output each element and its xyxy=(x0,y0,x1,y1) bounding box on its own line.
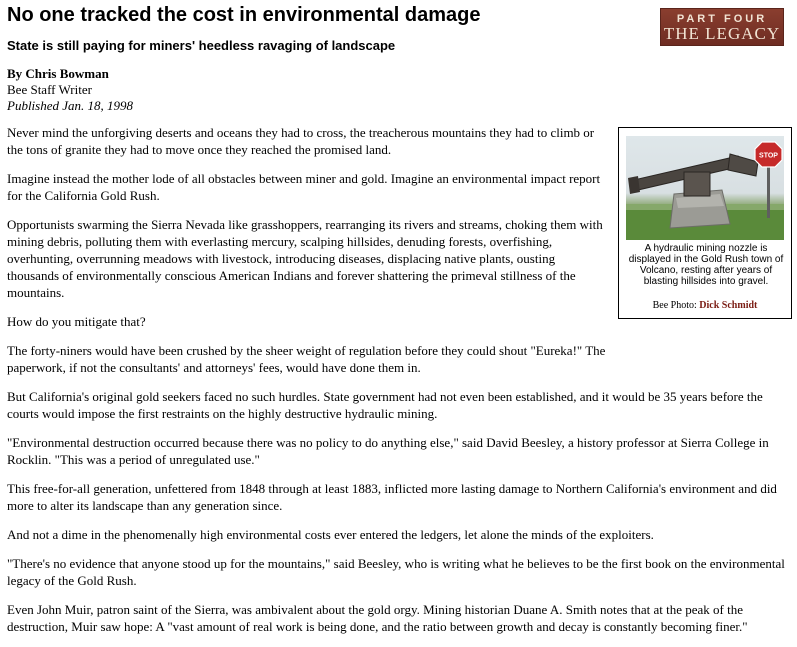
banner-series-title: THE LEGACY xyxy=(663,24,781,43)
banner-part-label: PART FOUR xyxy=(676,13,768,25)
article-paragraph: But California's original gold seekers faced no such hurdles. State government had not even been established, and it would be 35 years before the courts would impose the first restraints on the highly destructive hydraulic mining. xyxy=(7,389,763,421)
article-paragraph: Imagine instead the mother lode of all obstacles between miner and gold. Imagine an environmental impact report for the California Gold Rush. xyxy=(7,171,601,203)
article-paragraph: How do you mitigate that? xyxy=(7,314,146,329)
part-four-banner[interactable] xyxy=(660,8,784,46)
photo-credit xyxy=(619,300,791,312)
nozzle-mount xyxy=(684,172,710,196)
photo-credit-name[interactable]: Dick Schmidt xyxy=(699,300,758,311)
photo-illustration xyxy=(626,136,784,240)
photo-caption: A hydraulic mining nozzle is displayed in the Gold Rush town of Volcano, resting after years of blasting hillsides into gravel. xyxy=(628,243,784,287)
article-paragraph: And not a dime in the phenomenally high environmental costs ever entered the ledgers, let alone the minds of the exploiters. xyxy=(7,527,654,542)
nozzle-tip xyxy=(628,176,640,194)
article-paragraph: The forty-niners would have been crushed by the sheer weight of regulation before they could shout "Eureka!" The paperwork, if not the consultants' and attorneys' fees, would have done them in. xyxy=(7,343,606,375)
article-paragraph: Opportunists swarming the Sierra Nevada like grasshoppers, rearranging its rivers and streams, choking them with mining debris, polluting them with everlasting mercury, scalping hillsides, denuding forests, overfishing, overhunting, overrunning meadows with livestock, introducing diseases, displacing native plants, ousting thousands of environmentally conscious American Indians and forever shattering the primeval stillness of the mountains. xyxy=(7,217,603,300)
byline xyxy=(7,66,133,114)
byline-author: By Chris Bowman xyxy=(7,66,109,81)
stop-sign-text: STOP xyxy=(759,152,778,160)
article-paragraph: Never mind the unforgiving deserts and oceans they had to cross, the treacherous mountains they had to climb or the tons of granite they had to move once they reached the promised land. xyxy=(7,125,595,157)
byline-published-date: Published Jan. 18, 1998 xyxy=(7,98,134,113)
article-subhead: State is still paying for miners' heedless ravaging of landscape xyxy=(7,38,396,53)
byline-role: Bee Staff Writer xyxy=(7,82,92,97)
photo-credit-prefix: Bee Photo: xyxy=(652,300,700,311)
article-paragraph: "There's no evidence that anyone stood up for the mountains," said Beesley, who is writing what he believes to be the first book on the environmental legacy of the Gold Rush. xyxy=(7,556,785,588)
photo-box xyxy=(618,127,792,319)
hydraulic-nozzle-photo[interactable] xyxy=(626,136,784,240)
article-paragraph: This free-for-all generation, unfettered from 1848 through at least 1883, inflicted more lasting damage to Northern California's environment and did more to alter its landscape than any generation since. xyxy=(7,481,777,513)
nozzle-rear xyxy=(728,154,758,176)
article-paragraph: Even John Muir, patron saint of the Sierra, was ambivalent about the gold orgy. Mining historian Duane A. Smith notes that at the peak of the destruction, Muir saw hope: A "vast amount of real work is being done, and the ratio between growth and decay is constantly becoming finer." xyxy=(7,602,748,634)
stop-sign-post xyxy=(767,164,770,218)
article-paragraph: "Environmental destruction occurred because there was no policy to do anything else," said David Beesley, a history professor at Sierra College in Rocklin. "This was a period of unregulated use." xyxy=(7,435,769,467)
article-headline: No one tracked the cost in environmental damage xyxy=(7,4,481,26)
